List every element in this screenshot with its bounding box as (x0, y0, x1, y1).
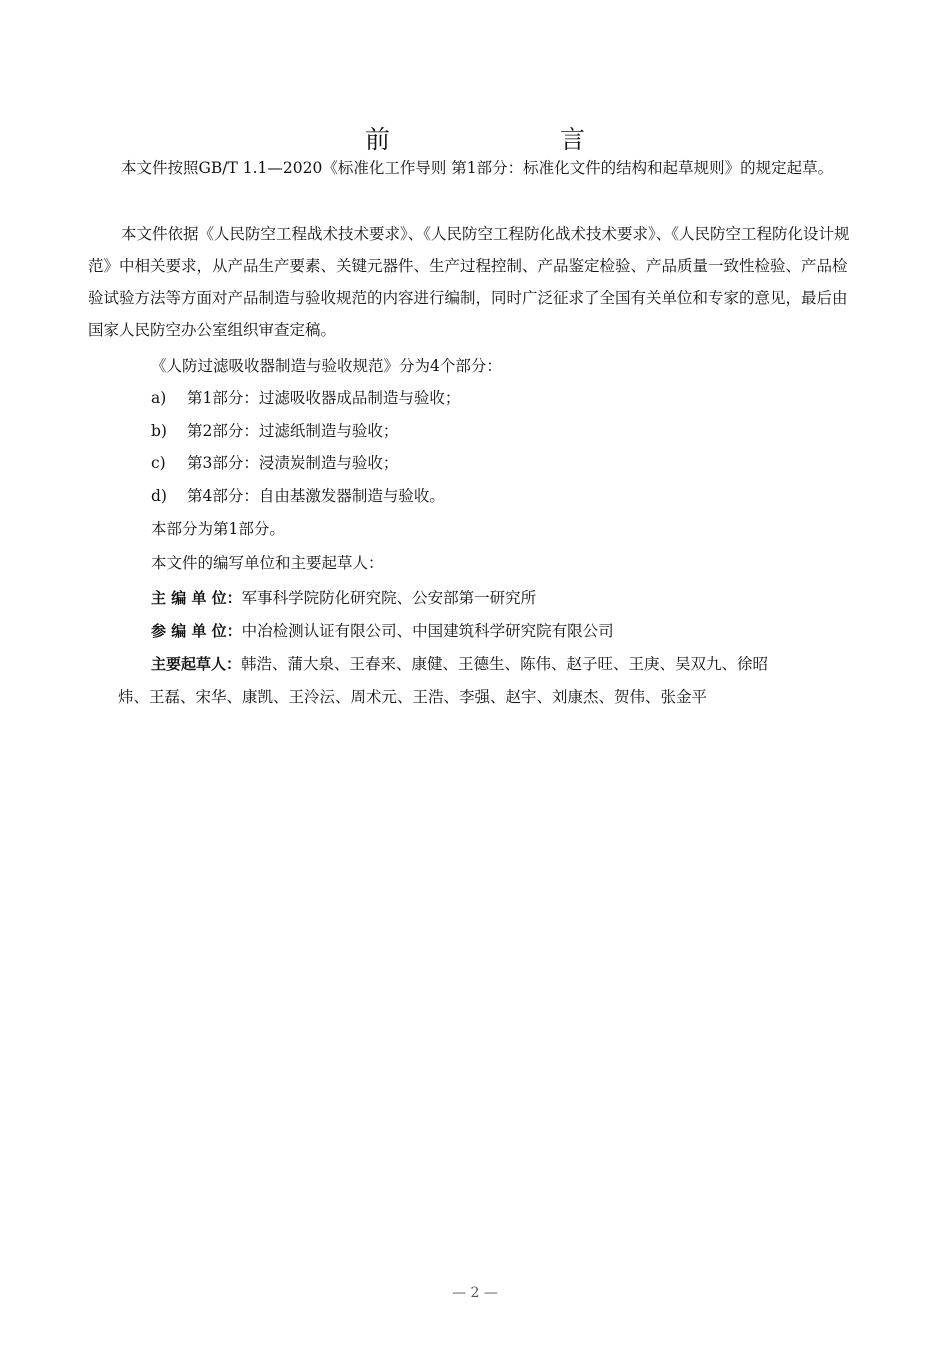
drafters-names-1: 韩浩、蒲大泉、王春来、康健、王德生、陈伟、赵子旺、王庚、吴双九、徐昭 (241, 655, 769, 673)
drafters-label: 主要起草人： (151, 655, 242, 673)
paragraph-drafters-intro: 本文件的编写单位和主要起草人： (151, 554, 384, 572)
list-item-text: 第2部分：过滤纸制造与验收； (187, 422, 399, 440)
list-item-marker: c) (151, 454, 166, 472)
co-unit-line (151, 615, 614, 647)
list-item (151, 382, 460, 414)
drafters-line-2: 炜、王磊、宋华、康凯、王泠沄、周术元、王浩、李强、赵宇、刘康杰、贺伟、张金平 (118, 688, 708, 706)
list-item-marker: a) (151, 389, 167, 407)
paragraph-part-note: 本部分为第1部分。 (151, 520, 285, 538)
page-number: — 2 — (452, 1285, 498, 1301)
page-title: 前 言 (364, 125, 625, 154)
list-item (151, 415, 398, 447)
list-item (151, 447, 398, 479)
paragraph-drafting-basis: 本文件依据《人民防空工程战术技术要求》、《人民防空工程防化战术技术要求》、《人民防空工程防化设计规范》中相关要求，从产品生产要素、关键元器件、生产过程控制、产品鉴定检验、产品质量一致性检验、产品检验试验方法等方面对产品制造与验收规范的内容进行编制，同时广泛征求了全国有关单位和专家的意见，最后由国家人民防空办公室组织审查定稿。 (88, 225, 850, 339)
list-item-marker: d) (151, 487, 167, 505)
co-unit-value: 中冶检测认证有限公司、中国建筑科学研究院有限公司 (241, 622, 614, 640)
paragraph-standard-basis: 本文件按照GB/T 1.1—2020《标准化工作导则 第1部分：标准化文件的结构和起草规则》的规定起草。 (121, 159, 834, 177)
list-item (151, 480, 445, 512)
chief-unit-value: 军事科学院防化研究院、公安部第一研究所 (241, 589, 537, 607)
list-item-marker: b) (151, 422, 167, 440)
drafters-line-1 (151, 648, 768, 680)
paragraph-parts-intro: 《人防过滤吸收器制造与验收规范》分为4个部分： (151, 357, 502, 375)
list-item-text: 第4部分：自由基激发器制造与验收。 (187, 487, 445, 505)
chief-unit-label: 主 编 单 位： (151, 589, 242, 607)
list-item-text: 第3部分：浸渍炭制造与验收； (187, 454, 399, 472)
chief-unit-line (151, 582, 536, 614)
co-unit-label: 参 编 单 位： (151, 622, 242, 640)
list-item-text: 第1部分：过滤吸收器成品制造与验收； (187, 389, 461, 407)
